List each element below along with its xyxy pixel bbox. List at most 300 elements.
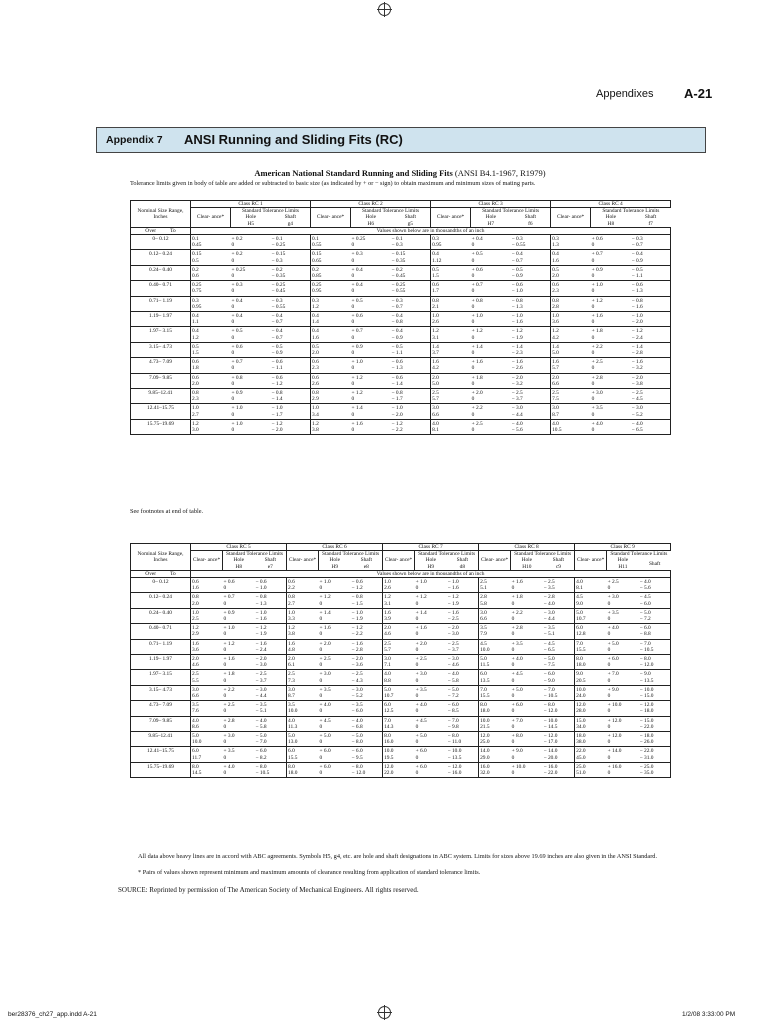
value-upper: − 0.8 (255, 594, 267, 601)
value-cell (511, 593, 543, 608)
value-cell (383, 716, 415, 731)
value-lower: 0 (223, 585, 227, 592)
value-cell (479, 655, 511, 670)
value-lower: − 3.7 (447, 646, 459, 653)
value-upper: − 2.5 (255, 671, 267, 678)
value-cell (639, 593, 671, 608)
value-upper: 0.2 (192, 266, 199, 273)
value-cell (415, 593, 447, 608)
value-lower: − 2.2 (391, 427, 403, 434)
value-upper: 6.0 (288, 748, 295, 755)
value-cell (591, 419, 631, 434)
class-header: Class RC 1 (191, 201, 311, 208)
class-header: Class RC 5 (191, 544, 287, 551)
value-cell (431, 373, 471, 388)
value-cell (511, 296, 551, 311)
value-cell (631, 389, 671, 404)
value-upper: + 6.0 (319, 763, 331, 770)
value-upper: 3.5 (480, 625, 487, 632)
value-lower: − 6.0 (351, 708, 363, 715)
value-lower: 0 (415, 646, 419, 653)
value-lower: 2.2 (288, 585, 295, 592)
value-cell (351, 389, 391, 404)
value-cell (231, 419, 271, 434)
value-lower: 18.0 (480, 708, 490, 715)
value-cell (631, 296, 671, 311)
value-cell (287, 716, 319, 731)
value-cell (223, 608, 255, 623)
value-upper: − 1.0 (631, 313, 643, 320)
value-upper: 2.0 (552, 374, 559, 381)
value-lower: 2.1 (432, 303, 439, 310)
value-lower: − 26.0 (639, 739, 654, 746)
value-upper: + 1.4 (319, 609, 331, 616)
value-upper: − 4.0 (639, 579, 651, 586)
value-upper: 1.6 (384, 609, 391, 616)
value-cell (575, 655, 607, 670)
value-lower: − 1.3 (631, 288, 643, 295)
value-lower: 0 (351, 257, 355, 264)
value-cell (311, 250, 351, 265)
value-cell (391, 327, 431, 342)
value-cell (431, 265, 471, 280)
value-upper: + 8.0 (511, 733, 523, 740)
value-upper: 4.0 (432, 420, 439, 427)
value-lower: 0 (319, 770, 323, 777)
value-lower: − 1.4 (271, 396, 283, 403)
value-upper: − 0.6 (631, 282, 643, 289)
value-cell (591, 296, 631, 311)
value-cell (511, 608, 543, 623)
page-number: A-21 (684, 86, 713, 101)
hole-header (231, 214, 271, 227)
value-cell (447, 716, 479, 731)
value-cell (447, 608, 479, 623)
value-cell (543, 716, 575, 731)
value-upper: 0.8 (192, 390, 199, 397)
value-cell (543, 762, 575, 777)
value-lower: 0 (351, 365, 355, 372)
value-upper: + 2.8 (223, 717, 235, 724)
shaft-label: Shaft (360, 557, 372, 564)
value-cell (191, 639, 223, 654)
value-upper: + 5.0 (319, 733, 331, 740)
value-upper: − 0.6 (391, 359, 403, 366)
value-cell (391, 373, 431, 388)
value-cell (255, 608, 287, 623)
value-lower: − 3.6 (351, 662, 363, 669)
value-lower: − 9.0 (543, 677, 555, 684)
value-cell (415, 655, 447, 670)
value-cell (511, 235, 551, 250)
value-upper: − 0.6 (271, 359, 283, 366)
value-cell (575, 685, 607, 700)
value-lower: − 7.2 (639, 616, 651, 623)
value-lower: 7.6 (192, 708, 199, 715)
value-cell (447, 639, 479, 654)
value-upper: 0.25 (312, 282, 322, 289)
value-upper: 0.3 (192, 297, 199, 304)
value-upper: 15.0 (576, 717, 586, 724)
value-upper: 6.0 (576, 625, 583, 632)
value-cell (231, 389, 271, 404)
value-lower: − 3.8 (631, 380, 643, 387)
value-upper: − 1.2 (511, 328, 523, 335)
value-upper: 0.4 (192, 328, 199, 335)
value-lower: 0 (591, 334, 595, 341)
value-lower: 0 (319, 662, 323, 669)
shaft-header (255, 557, 287, 570)
nominal-size-header (131, 544, 191, 571)
value-lower: − 4.6 (447, 662, 459, 669)
value-upper: 4.0 (288, 717, 295, 724)
rc-fits-table-1 (130, 200, 671, 435)
value-cell (223, 578, 255, 593)
value-upper: + 0.9 (231, 390, 243, 397)
value-cell (351, 358, 391, 373)
value-upper: − 5.0 (351, 733, 363, 740)
value-lower: − 5.8 (447, 677, 459, 684)
value-cell (271, 419, 311, 434)
value-upper: 0.1 (312, 236, 319, 243)
value-lower: 0 (231, 396, 235, 403)
value-lower: − 0.7 (271, 334, 283, 341)
value-upper: 1.2 (288, 625, 295, 632)
value-lower: − 1.6 (511, 319, 523, 326)
value-upper: + 1.4 (351, 405, 363, 412)
hole-designation: H9 (427, 563, 435, 570)
value-cell (431, 250, 471, 265)
value-cell (351, 578, 383, 593)
value-cell (311, 404, 351, 419)
value-lower: − 3.7 (511, 396, 523, 403)
value-cell (351, 265, 391, 280)
value-cell (311, 342, 351, 357)
value-upper: 1.6 (288, 640, 295, 647)
value-cell (431, 389, 471, 404)
value-cell (631, 373, 671, 388)
value-lower: − 14.5 (543, 723, 558, 730)
value-cell (351, 235, 391, 250)
size-range: 7.09– 9.85 (131, 716, 191, 731)
value-lower: 0 (223, 677, 227, 684)
value-upper: − 4.5 (639, 594, 651, 601)
value-lower: 2.6 (432, 319, 439, 326)
value-cell (415, 747, 447, 762)
value-upper: + 1.4 (415, 609, 427, 616)
value-lower: 0 (415, 585, 419, 592)
table-row (131, 235, 671, 250)
value-upper: 2.5 (552, 390, 559, 397)
value-lower: 4.6 (192, 662, 199, 669)
value-cell (511, 327, 551, 342)
value-upper: − 5.0 (255, 733, 267, 740)
value-upper: 4.5 (576, 594, 583, 601)
value-cell (479, 732, 511, 747)
value-cell (223, 701, 255, 716)
value-cell (591, 250, 631, 265)
value-cell (319, 655, 351, 670)
value-lower: − 1.0 (511, 288, 523, 295)
class-header: Class RC 8 (479, 544, 575, 551)
value-lower: 1.2 (312, 303, 319, 310)
value-upper: 8.0 (576, 656, 583, 663)
table-row (131, 655, 671, 670)
hole-designation: H8 (607, 220, 615, 227)
value-upper: − 2.0 (447, 625, 459, 632)
value-lower: 0 (471, 365, 475, 372)
value-lower: − 0.45 (271, 288, 286, 295)
value-cell (543, 670, 575, 685)
value-lower: 2.3 (312, 365, 319, 372)
value-cell (591, 389, 631, 404)
value-lower: − 12.0 (639, 662, 654, 669)
value-lower: 15.5 (576, 646, 586, 653)
value-lower: 2.8 (552, 303, 559, 310)
shaft-label: Shaft (456, 557, 469, 564)
value-upper: + 1.6 (223, 656, 235, 663)
value-cell (223, 624, 255, 639)
value-upper: 0.4 (192, 313, 199, 320)
value-upper: + 1.6 (591, 313, 603, 320)
value-cell (255, 639, 287, 654)
value-lower: − 0.55 (271, 303, 286, 310)
hole-designation: H11 (618, 563, 628, 570)
value-cell (231, 312, 271, 327)
value-lower: 0 (231, 380, 235, 387)
value-upper: + 4.0 (511, 656, 523, 663)
value-cell (471, 342, 511, 357)
value-lower: 6.6 (480, 616, 487, 623)
value-lower: 0 (607, 646, 611, 653)
value-cell (471, 281, 511, 296)
value-lower: − 5.6 (511, 427, 523, 434)
value-lower: − 4.4 (511, 411, 523, 418)
value-upper: + 1.6 (351, 420, 363, 427)
table-row (131, 265, 671, 280)
value-upper: + 2.0 (415, 640, 427, 647)
table-row (131, 296, 671, 311)
value-cell (351, 593, 383, 608)
value-cell (415, 624, 447, 639)
value-lower: 0 (591, 288, 595, 295)
value-lower: 10.5 (552, 427, 562, 434)
value-upper: 0.3 (432, 236, 439, 243)
value-upper: + 3.0 (319, 671, 331, 678)
value-upper: − 2.5 (631, 390, 643, 397)
value-cell (479, 593, 511, 608)
value-cell (479, 701, 511, 716)
value-cell (351, 670, 383, 685)
value-upper: 6.0 (480, 671, 487, 678)
size-range: 15.75–19.69 (131, 762, 191, 777)
value-cell (471, 235, 511, 250)
value-lower: 0 (607, 708, 611, 715)
value-cell (511, 624, 543, 639)
value-upper: − 7.0 (543, 686, 555, 693)
value-cell (191, 716, 223, 731)
value-upper: − 12.0 (639, 702, 654, 709)
value-cell (319, 762, 351, 777)
value-upper: − 0.8 (391, 390, 403, 397)
value-cell (631, 327, 671, 342)
value-cell (191, 670, 223, 685)
footer-timestamp: 1/2/08 3:33:00 PM (682, 1011, 736, 1018)
value-lower: − 5.2 (631, 411, 643, 418)
shaft-designation: e8 (363, 563, 369, 570)
value-upper: + 2.0 (471, 390, 483, 397)
value-upper: + 0.3 (231, 282, 243, 289)
value-cell (607, 608, 639, 623)
standard-tolerance-header: Standard Tolerance Limits (591, 208, 671, 215)
value-lower: 45.0 (576, 754, 586, 761)
value-lower: 0 (511, 631, 515, 638)
value-upper: − 0.6 (255, 579, 267, 586)
value-upper: 1.2 (192, 625, 199, 632)
value-upper: − 8.0 (351, 763, 363, 770)
value-upper: − 2.5 (511, 390, 523, 397)
value-cell (591, 358, 631, 373)
class-header: Class RC 9 (575, 544, 671, 551)
value-cell (639, 608, 671, 623)
value-upper: − 0.1 (391, 236, 403, 243)
value-cell (271, 312, 311, 327)
value-upper: + 0.5 (231, 328, 243, 335)
value-upper: − 1.6 (511, 359, 523, 366)
value-lower: 11.3 (288, 723, 298, 730)
value-cell (607, 578, 639, 593)
value-upper: + 6.0 (607, 656, 619, 663)
hole-label: Hole (245, 214, 256, 221)
value-lower: − 2.2 (351, 631, 363, 638)
value-upper: 5.0 (384, 686, 391, 693)
value-lower: − 0.9 (511, 273, 523, 280)
value-upper: − 0.25 (391, 282, 406, 289)
shaft-label: Shaft (648, 560, 661, 567)
table-row (131, 389, 671, 404)
value-lower: 6.6 (192, 693, 199, 700)
value-lower: − 12.0 (351, 770, 366, 777)
value-cell (511, 655, 543, 670)
value-upper: − 0.4 (511, 251, 523, 258)
value-cell (631, 342, 671, 357)
value-cell (607, 762, 639, 777)
value-cell (391, 312, 431, 327)
value-upper: 1.2 (192, 420, 199, 427)
value-cell (479, 624, 511, 639)
value-cell (319, 608, 351, 623)
value-lower: − 0.7 (391, 303, 403, 310)
value-cell (575, 639, 607, 654)
value-lower: 4.2 (432, 365, 439, 372)
value-lower: 0 (591, 350, 595, 357)
size-range: 9.85–12.41 (131, 732, 191, 747)
value-lower: 0 (223, 739, 227, 746)
value-upper: 0.8 (312, 390, 319, 397)
value-lower: 2.7 (288, 600, 295, 607)
value-cell (383, 639, 415, 654)
value-lower: − 1.7 (391, 396, 403, 403)
hole-header (351, 214, 391, 227)
value-cell (255, 670, 287, 685)
value-cell (631, 419, 671, 434)
value-lower: 22.0 (384, 770, 394, 777)
value-lower: − 2.8 (351, 646, 363, 653)
value-cell (351, 762, 383, 777)
value-cell (543, 685, 575, 700)
value-lower: 5.1 (480, 585, 487, 592)
value-cell (383, 655, 415, 670)
value-lower: − 1.0 (255, 585, 267, 592)
value-lower: − 3.5 (543, 585, 555, 592)
over-label: Over (145, 570, 157, 577)
value-upper: − 0.3 (391, 297, 403, 304)
value-upper: − 4.0 (511, 420, 523, 427)
size-range: 0.24– 0.40 (131, 608, 191, 623)
value-lower: 2.6 (312, 380, 319, 387)
value-cell (223, 685, 255, 700)
value-upper: + 3.5 (591, 405, 603, 412)
value-lower: 0 (591, 380, 595, 387)
standard-tolerance-header: Standard Tolerance Limits (415, 551, 479, 558)
value-upper: − 1.6 (447, 609, 459, 616)
table-row (131, 373, 671, 388)
value-upper: + 0.5 (471, 251, 483, 258)
value-lower: 3.7 (432, 350, 439, 357)
value-cell (447, 670, 479, 685)
shaft-designation: f7 (648, 220, 653, 227)
value-cell (287, 624, 319, 639)
values-note: Values shown below are in thousandths of an inch (191, 570, 671, 577)
value-upper: + 2.8 (591, 374, 603, 381)
value-upper: − 8.0 (255, 763, 267, 770)
value-cell (607, 716, 639, 731)
value-upper: 1.0 (312, 405, 319, 412)
value-cell (511, 373, 551, 388)
value-upper: − 0.1 (271, 236, 283, 243)
document-title-standard: (ANSI B4.1-1967, R1979) (452, 168, 546, 178)
value-cell (191, 250, 231, 265)
value-cell (223, 655, 255, 670)
value-upper: − 1.2 (631, 328, 643, 335)
value-lower: − 13.5 (639, 677, 654, 684)
value-lower: 0 (471, 427, 475, 434)
value-cell (231, 250, 271, 265)
value-lower: 0 (591, 242, 595, 249)
value-lower: − 2.0 (631, 319, 643, 326)
value-lower: − 12.0 (543, 708, 558, 715)
value-cell (271, 373, 311, 388)
value-cell (191, 762, 223, 777)
value-lower: 0 (511, 754, 515, 761)
value-cell (447, 655, 479, 670)
value-upper: + 0.25 (231, 266, 246, 273)
value-lower: 6.6 (432, 411, 439, 418)
value-upper: 1.2 (432, 328, 439, 335)
value-cell (287, 608, 319, 623)
value-lower: − 15.0 (639, 693, 654, 700)
shaft-header (351, 557, 383, 570)
clearance-header: Clear- ance* (431, 208, 471, 228)
value-lower: 32.0 (480, 770, 490, 777)
table-row (131, 624, 671, 639)
value-upper: + 5.0 (607, 640, 619, 647)
value-lower: − 0.3 (271, 257, 283, 264)
value-upper: − 0.4 (391, 328, 403, 335)
value-lower: 8.1 (432, 427, 439, 434)
value-cell (255, 578, 287, 593)
value-cell (319, 732, 351, 747)
